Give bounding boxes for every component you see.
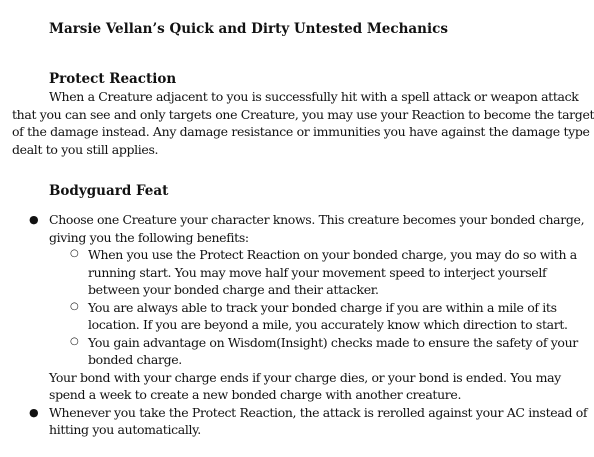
bullet-icon: ● bbox=[29, 213, 39, 226]
bodyguard-feat-heading: Bodyguard Feat bbox=[49, 183, 169, 199]
list-item-text: hitting you automatically. bbox=[49, 422, 201, 437]
circle-bullet-icon: ○ bbox=[70, 248, 79, 259]
sub-list-item-text: location. If you are beyond a mile, you accurately know which direction to start. bbox=[88, 317, 568, 332]
list-item-continuation bbox=[0, 369, 561, 387]
bullet-icon: ● bbox=[29, 405, 39, 419]
sub-list-item bbox=[0, 299, 557, 317]
list-item-text: giving you the following benefits: bbox=[49, 229, 249, 245]
list-item-continuation bbox=[0, 386, 529, 404]
sub-list-item-text: between your bonded charge and their attacker. bbox=[88, 282, 379, 297]
sub-list-item-text: When you use the Protect Reaction on your bonded charge, you may do so with a bbox=[88, 247, 577, 262]
list-item bbox=[0, 404, 588, 422]
list-item-line bbox=[0, 421, 529, 439]
protect-reaction-paragraph bbox=[12, 88, 594, 158]
sub-list-item-text: running start. You may move half your movement speed to interject yourself bbox=[88, 264, 547, 280]
sub-list-item bbox=[0, 246, 577, 264]
protect-reaction-heading: Protect Reaction bbox=[49, 71, 177, 87]
document-title: Marsie Vellan’s Quick and Dirty Untested Mechanics bbox=[49, 21, 448, 37]
sub-list-item-line bbox=[0, 316, 568, 334]
sub-list-item-text: You gain advantage on Wisdom(Insight) checks made to ensure the safety of your bbox=[88, 334, 578, 350]
circle-bullet-icon: ○ bbox=[70, 335, 79, 347]
bodyguard-feat-list bbox=[0, 211, 588, 439]
circle-bullet-icon: ○ bbox=[70, 300, 79, 312]
list-item-text: Whenever you take the Protect Reaction, the attack is rerolled against your AC instead of bbox=[49, 404, 588, 420]
sub-list-item-text: bonded charge. bbox=[88, 352, 182, 367]
sub-list-item-line bbox=[0, 264, 547, 282]
list-item bbox=[0, 211, 585, 229]
list-item-text: spend a week to create a new bonded charge with another creature. bbox=[49, 387, 462, 402]
list-item-text: Choose one Creature your character knows. This creature becomes your bonded charge, bbox=[49, 212, 585, 227]
paragraph-line: dealt to you still applies. bbox=[12, 141, 159, 157]
paragraph-line: that you can see and only targets one Creature, you may use your Reaction to become the target bbox=[12, 106, 594, 122]
sub-list-item-text: You are always able to track your bonded charge if you are within a mile of its bbox=[88, 299, 557, 315]
list-item-line bbox=[0, 229, 529, 247]
paragraph-line: When a Creature adjacent to you is successfully hit with a spell attack or weapon attack bbox=[49, 89, 579, 104]
sub-list-item-line bbox=[0, 281, 529, 299]
sub-list-item-line bbox=[0, 351, 529, 369]
list-item-text: Your bond with your charge ends if your charge dies, or your bond is ended. You may bbox=[49, 369, 561, 385]
paragraph-line: of the damage instead. Any damage resistance or immunities you have against the damage type bbox=[12, 124, 590, 139]
sub-list-item bbox=[0, 334, 578, 352]
